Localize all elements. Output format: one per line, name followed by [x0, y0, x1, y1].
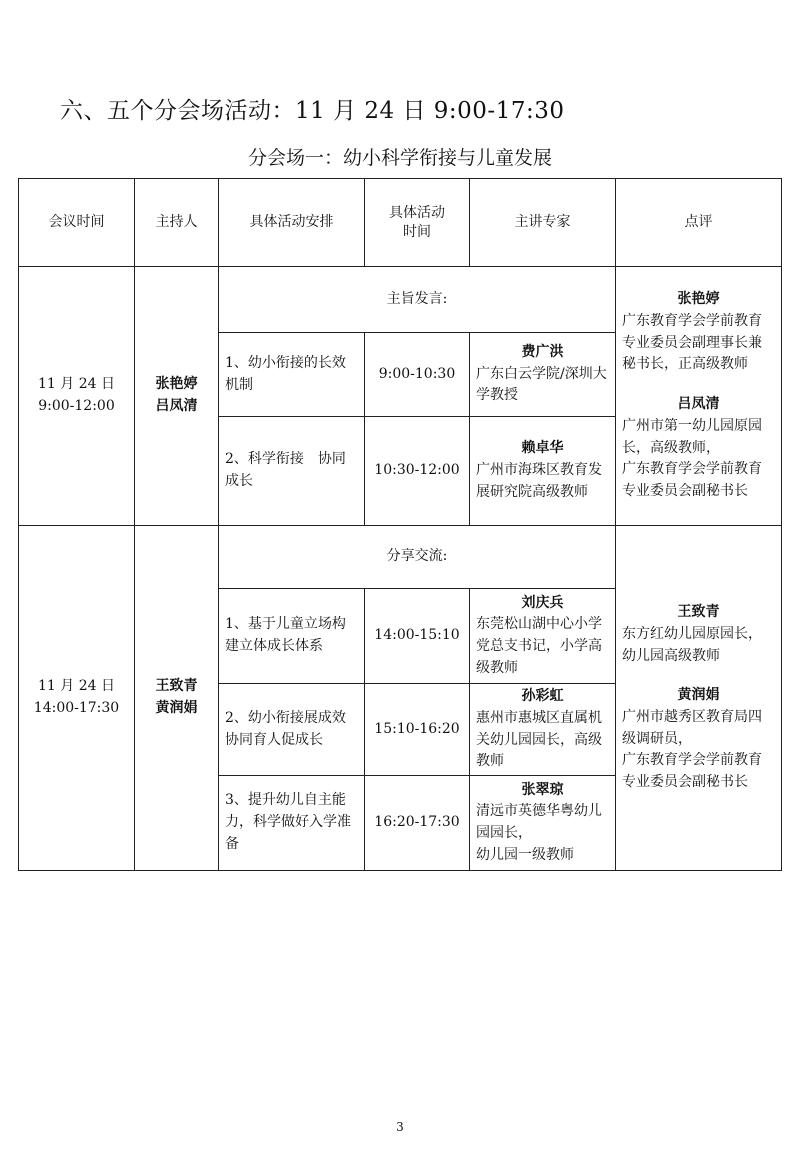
reviewer-title-extra: 广东教育学会学前教育专业委员会副秘书长 [622, 461, 762, 499]
col-header-expert: 主讲专家 [470, 179, 616, 267]
reviewer-title-extra: 广东教育学会学前教育专业委员会副秘书长 [622, 752, 762, 791]
table-header-row [19, 179, 782, 267]
activity-time-cell: 15:10-16:20 [365, 684, 470, 776]
expert-cell [470, 417, 616, 526]
reviewer-title: 广东教育学会学前教育专业委员会副理事长兼秘书长，正高级教师 [622, 313, 762, 373]
session-1-range: 9:00-12:00 [38, 398, 115, 414]
session-2-hosts [135, 526, 219, 871]
activity-cell: 2、科学衔接 协同成长 [219, 417, 365, 526]
table-row [19, 267, 782, 333]
host-name: 黄润娟 [155, 700, 198, 716]
expert-title: 东莞松山湖中心小学党总支书记，小学高级教师 [476, 616, 602, 676]
expert-cell [470, 684, 616, 776]
expert-name: 赖卓华 [521, 440, 564, 457]
session-2-reviewers [616, 526, 782, 871]
table-row [19, 526, 782, 589]
host-name: 王致青 [155, 678, 198, 695]
page-number: 3 [396, 1120, 404, 1134]
expert-cell [470, 589, 616, 684]
reviewer-name: 王致青 [677, 604, 720, 621]
col-header-review: 点评 [616, 179, 782, 267]
reviewer-title: 东方红幼儿园原园长，幼儿园高级教师 [622, 625, 762, 664]
host-name: 张艳婷 [155, 376, 198, 393]
col-header-activity-time: 具体活动 时间 [365, 179, 470, 267]
col-header-host: 主持人 [135, 179, 219, 267]
session-1-time [19, 267, 135, 526]
venue-title: 分会场一：幼小科学衔接与儿童发展 [247, 147, 552, 169]
expert-cell [470, 776, 616, 871]
host-name: 吕凤清 [155, 398, 198, 414]
reviewer-name: 吕凤清 [677, 396, 720, 413]
col-header-activity: 具体活动安排 [219, 179, 365, 267]
schedule-table [18, 178, 782, 871]
session-1-section-title: 主旨发言: [219, 267, 616, 333]
activity-cell: 1、幼小衔接的长效机制 [219, 333, 365, 417]
session-1-reviewers [616, 267, 782, 526]
activity-time-cell: 9:00-10:30 [365, 333, 470, 417]
activity-time-cell: 16:20-17:30 [365, 776, 470, 871]
expert-name: 费广洪 [521, 343, 564, 360]
expert-cell [470, 333, 616, 417]
session-2-time [19, 526, 135, 871]
expert-title: 广东白云学院/深圳大学教授 [476, 365, 607, 404]
expert-name: 刘庆兵 [521, 594, 564, 611]
expert-title: 广州市海珠区教育发展研究院高级教师 [476, 462, 602, 500]
expert-name: 张翠琼 [521, 781, 564, 798]
session-2-date: 11 月 24 日 [38, 678, 115, 695]
activity-time-cell: 10:30-12:00 [365, 417, 470, 526]
activity-cell: 3、提升幼儿自主能力，科学做好入学准备 [219, 776, 365, 871]
session-1-date: 11 月 24 日 [38, 376, 115, 393]
session-1-hosts [135, 267, 219, 526]
activity-cell: 1、基于儿童立场构建立体成长体系 [219, 589, 365, 684]
reviewer-title: 广州市越秀区教育局四级调研员， [622, 709, 762, 747]
reviewer-name: 黄润娟 [677, 687, 720, 704]
activity-cell: 2、幼小衔接展成效协同育人促成长 [219, 684, 365, 776]
expert-title-extra: 幼儿园一级教师 [476, 846, 574, 863]
expert-title: 惠州市惠城区直属机关幼儿园园长，高级教师 [476, 709, 602, 770]
expert-name: 孙彩虹 [521, 688, 564, 705]
session-2-section-title: 分享交流: [219, 526, 616, 589]
section-heading: 六、五个分会场活动：11 月 24 日 9:00-17:30 [60, 98, 565, 124]
reviewer-title: 广州市第一幼儿园原园长，高级教师， [622, 417, 762, 456]
session-2-range: 14:00-17:30 [33, 700, 120, 716]
col-header-meeting-time: 会议时间 [19, 179, 135, 267]
activity-time-cell: 14:00-15:10 [365, 589, 470, 684]
reviewer-name: 张艳婷 [677, 291, 720, 308]
expert-title: 清远市英德华粤幼儿园园长， [476, 803, 602, 841]
